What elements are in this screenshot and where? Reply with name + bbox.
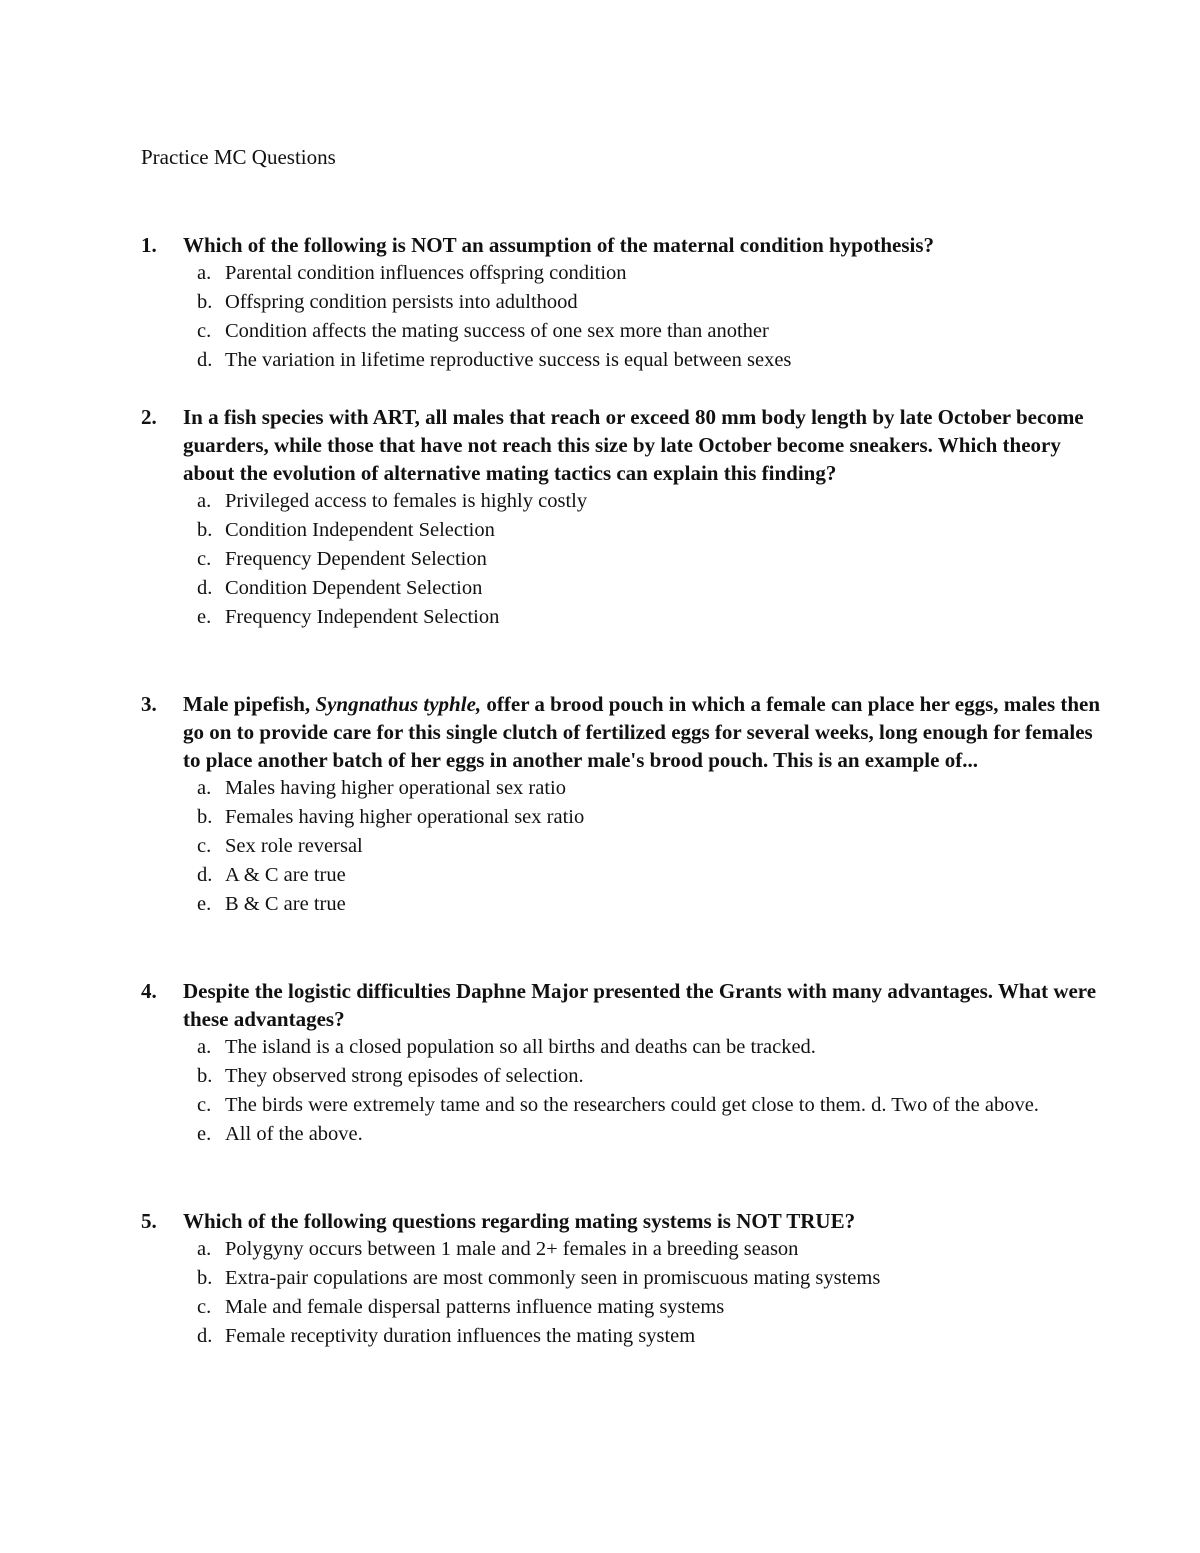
answer-option [141, 1033, 1101, 1062]
answer-option [141, 574, 1101, 603]
option-text: Female receptivity duration influences the mating system [225, 1325, 696, 1347]
option-text: Males having higher operational sex ratio [225, 777, 566, 799]
option-text: The variation in lifetime reproductive success is equal between sexes [225, 349, 792, 371]
answer-option [141, 487, 1101, 516]
option-text: Offspring condition persists into adulthood [225, 291, 578, 313]
question-4 [141, 977, 1101, 1149]
question-2 [141, 403, 1101, 632]
question-text: Despite the logistic difficulties Daphne Major presented the Grants with many advantages. What were these advantages? [183, 979, 1097, 1031]
question-number: 3. [141, 692, 157, 716]
option-text: Females having higher operational sex ratio [225, 806, 585, 828]
question-stem [141, 1207, 1101, 1235]
option-letter: e. [197, 1123, 212, 1145]
question-stem [141, 403, 1101, 487]
option-text: Polygyny occurs between 1 male and 2+ females in a breeding season [225, 1238, 799, 1260]
question-text [183, 690, 1101, 774]
option-letter: a. [197, 262, 212, 284]
answer-options [141, 1235, 1101, 1351]
option-text: Frequency Dependent Selection [225, 548, 487, 570]
option-letter: c. [197, 1296, 212, 1318]
answer-options [141, 774, 1101, 919]
question-text-lead: Male pipefish, [183, 692, 316, 716]
answer-option [141, 317, 1101, 346]
option-letter: d. [197, 577, 213, 599]
answer-option [141, 259, 1101, 288]
option-text: Frequency Independent Selection [225, 606, 500, 628]
answer-option [141, 1293, 1101, 1322]
answer-option [141, 1264, 1101, 1293]
answer-option [141, 774, 1101, 803]
option-letter: c. [197, 835, 212, 857]
question-3 [141, 690, 1101, 919]
answer-option [141, 288, 1101, 317]
question-text: Which of the following questions regarding mating systems is NOT TRUE? [183, 1209, 856, 1233]
question-text-rest: offer a brood pouch in which a female can place her eggs, males then go on to provide care for this single clutch of fertilized eggs for several weeks, long enough for females to place another batch of her eggs in another male's brood pouch. This is an example of... [183, 692, 1101, 772]
answer-option [141, 890, 1101, 919]
question-number: 2. [141, 405, 157, 429]
option-letter: a. [197, 1238, 212, 1260]
option-letter: d. [197, 349, 213, 371]
answer-option [141, 516, 1101, 545]
option-letter: b. [197, 519, 213, 541]
option-letter: a. [197, 490, 212, 512]
question-text: In a fish species with ART, all males that reach or exceed 80 mm body length by late October become guarders, while those that have not reach this size by late October become sneakers. Which theory about the evolution of alternative mating tactics can explain this finding? [183, 405, 1084, 485]
option-letter: c. [197, 548, 212, 570]
question-1 [141, 231, 1101, 375]
question-stem [141, 977, 1101, 1033]
answer-option [141, 861, 1101, 890]
answer-option [141, 1322, 1101, 1351]
option-text: Male and female dispersal patterns influence mating systems [225, 1296, 725, 1318]
option-letter: b. [197, 291, 213, 313]
answer-option [141, 1091, 1101, 1120]
answer-option [141, 1120, 1101, 1149]
answer-option [141, 603, 1101, 632]
question-number: 5. [141, 1209, 157, 1233]
option-text: All of the above. [225, 1123, 363, 1145]
option-letter: e. [197, 606, 212, 628]
option-text: The birds were extremely tame and so the researchers could get close to them. d. Two of the above. [225, 1094, 1039, 1116]
question-text: Which of the following is NOT an assumption of the maternal condition hypothesis? [183, 233, 935, 257]
answer-option [141, 1062, 1101, 1091]
option-letter: b. [197, 806, 213, 828]
option-letter: d. [197, 1325, 213, 1347]
option-text: They observed strong episodes of selection. [225, 1065, 584, 1087]
answer-options [141, 259, 1101, 375]
option-text: A & C are true [225, 864, 346, 886]
option-text: Condition Independent Selection [225, 519, 495, 541]
question-stem [141, 690, 1101, 774]
page-title: Practice MC Questions [141, 145, 336, 169]
option-text: Condition affects the mating success of one sex more than another [225, 320, 769, 342]
option-text: Parental condition influences offspring condition [225, 262, 627, 284]
option-letter: c. [197, 320, 212, 342]
answer-option [141, 545, 1101, 574]
species-name: Syngnathus typhle, [315, 692, 482, 716]
option-letter: b. [197, 1267, 213, 1289]
answer-option [141, 832, 1101, 861]
answer-options [141, 487, 1101, 632]
answer-options [141, 1033, 1101, 1149]
answer-option [141, 803, 1101, 832]
question-number: 1. [141, 233, 157, 257]
option-letter: b. [197, 1065, 213, 1087]
answer-option [141, 1235, 1101, 1264]
option-letter: a. [197, 1036, 212, 1058]
question-5 [141, 1207, 1101, 1351]
question-number: 4. [141, 979, 157, 1003]
option-text: Privileged access to females is highly costly [225, 490, 588, 512]
option-letter: e. [197, 893, 212, 915]
option-text: Condition Dependent Selection [225, 577, 483, 599]
option-letter: c. [197, 1094, 212, 1116]
question-stem [141, 231, 1101, 259]
option-text: Sex role reversal [225, 835, 363, 857]
option-letter: d. [197, 864, 213, 886]
option-letter: a. [197, 777, 212, 799]
option-text: B & C are true [225, 893, 346, 915]
option-text: The island is a closed population so all births and deaths can be tracked. [225, 1036, 816, 1058]
option-text: Extra-pair copulations are most commonly seen in promiscuous mating systems [225, 1267, 881, 1289]
answer-option [141, 346, 1101, 375]
